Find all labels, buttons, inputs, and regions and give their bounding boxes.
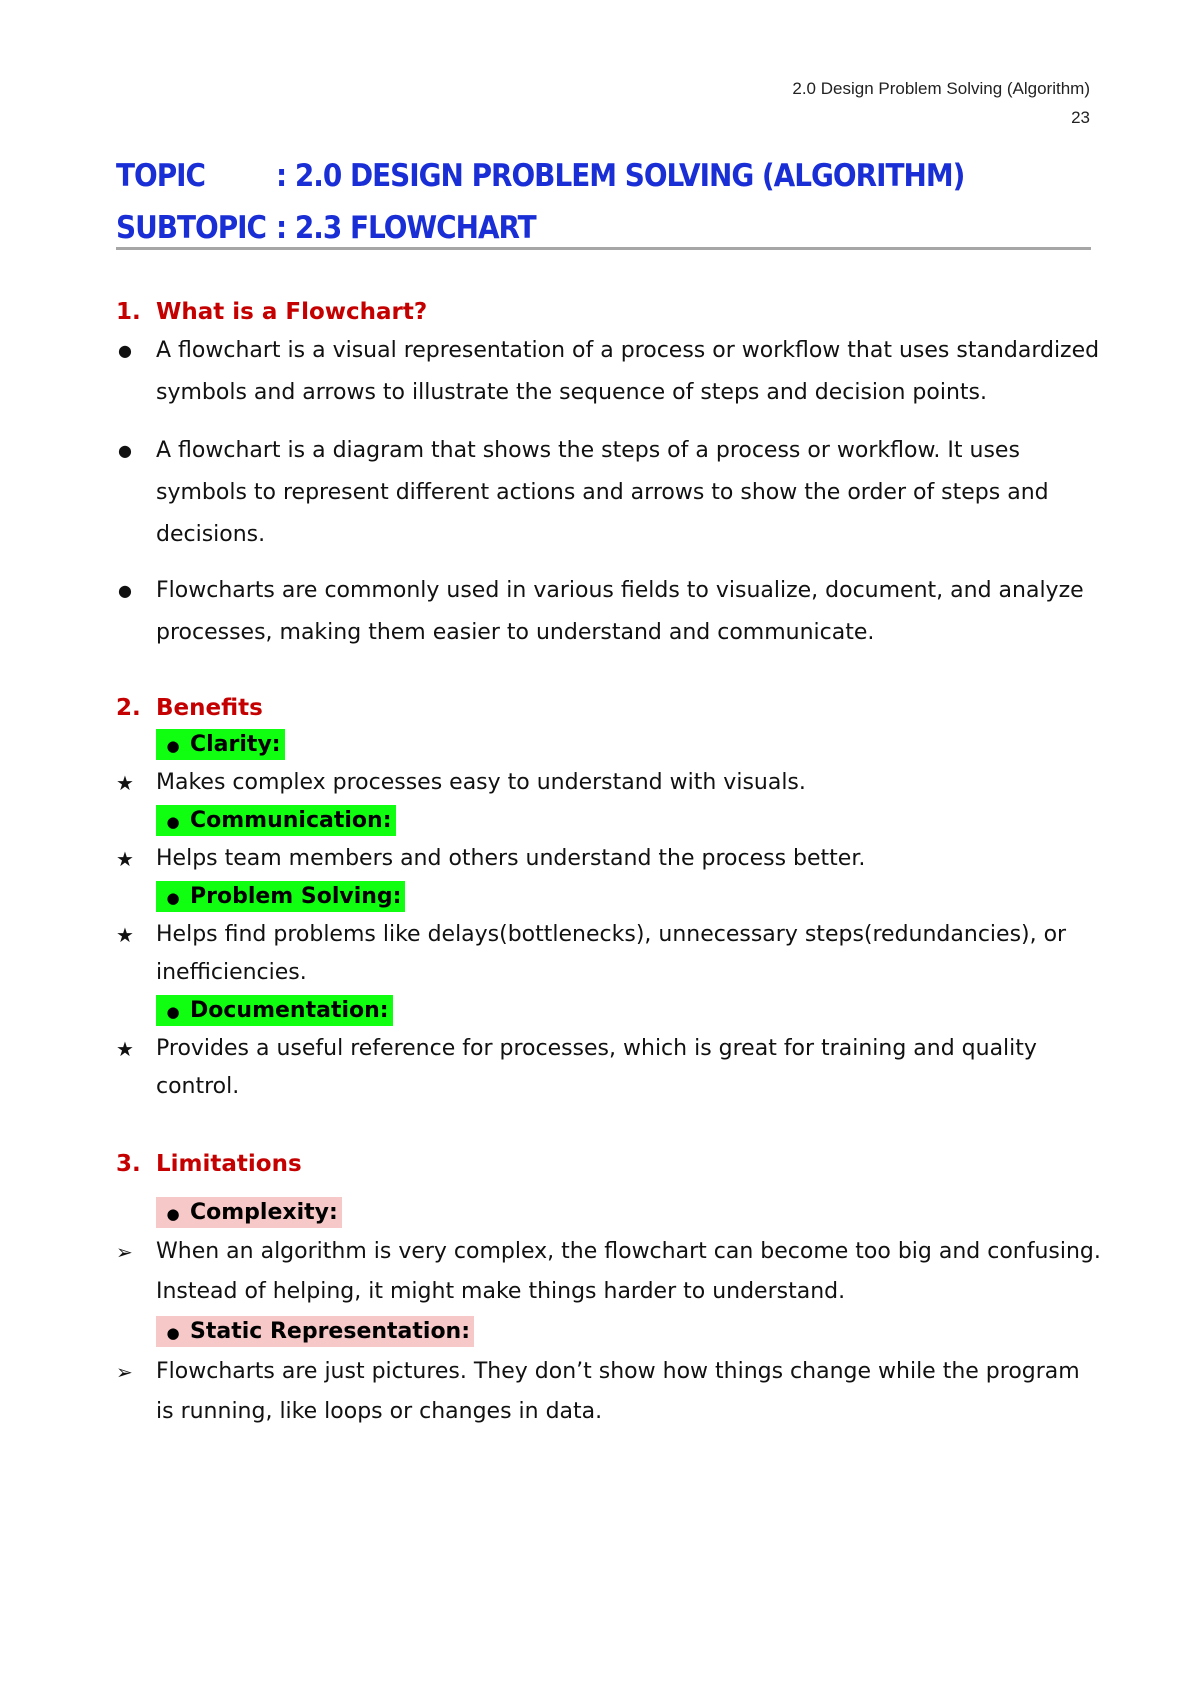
benefit-label: ● Clarity:: [156, 729, 285, 760]
section-title: Limitations: [156, 1151, 302, 1177]
bullet-icon: ●: [166, 813, 180, 831]
benefit-label-line: [116, 726, 1101, 764]
definition-bullet: [116, 570, 1101, 654]
benefit-label: ● Documentation:: [156, 995, 393, 1026]
topic-label: TOPIC: [116, 158, 205, 194]
page-number: 23: [1071, 108, 1090, 127]
title-divider: [116, 247, 1091, 250]
definition-bullet: [116, 330, 1101, 414]
title-block: [116, 150, 1096, 254]
content: [116, 294, 1101, 1432]
section-heading-limitations: [116, 1146, 1101, 1182]
bullet-icon: ●: [166, 1205, 180, 1223]
definition-bullet: [116, 430, 1101, 556]
arrow-icon: ➢: [116, 1360, 133, 1384]
limitation-label-line: [116, 1312, 1101, 1352]
section-title: Benefits: [156, 695, 263, 721]
limitation-description: ➢ Flowcharts are just pictures. They don’t show how things change while the program is running, like loops or changes in data.: [116, 1352, 1101, 1432]
section-number: 3.: [116, 1151, 141, 1177]
topic-value: : 2.0 DESIGN PROBLEM SOLVING (ALGORITHM): [276, 158, 965, 194]
section-heading-benefits: [116, 690, 1101, 726]
bullet-icon: ●: [118, 441, 132, 460]
benefit-label-line: [116, 802, 1101, 840]
bullet-text: Flowcharts are commonly used in various fields to visualize, document, and analyze processes, making them easier to understand and communicate.: [156, 578, 1084, 645]
benefit-description: ★ Makes complex processes easy to understand with visuals.: [116, 764, 1101, 802]
bullet-icon: ●: [118, 581, 132, 600]
topic-row: [116, 150, 1096, 202]
bullet-icon: ●: [166, 1003, 180, 1021]
benefit-label: ● Communication:: [156, 805, 396, 836]
running-title: 2.0 Design Problem Solving (Algorithm): [792, 79, 1090, 98]
star-icon: ★: [116, 771, 134, 795]
star-icon: ★: [116, 923, 134, 947]
limitation-description: ➢ When an algorithm is very complex, the flowchart can become too big and confusing. Instead of helping, it might make things harder to understand.: [116, 1232, 1101, 1312]
benefit-label: ● Problem Solving:: [156, 881, 405, 912]
benefit-label-line: [116, 878, 1101, 916]
benefit-description: ★ Helps team members and others understand the process better.: [116, 840, 1101, 878]
section-number: 1.: [116, 299, 141, 325]
section-number: 2.: [116, 695, 141, 721]
star-icon: ★: [116, 847, 134, 871]
section-heading-what: [116, 294, 1101, 330]
bullet-icon: ●: [166, 1324, 180, 1342]
benefit-description: ★ Provides a useful reference for processes, which is great for training and quality control.: [116, 1030, 1101, 1106]
subtopic-value: : 2.3 FLOWCHART: [276, 210, 536, 246]
bullet-icon: ●: [166, 889, 180, 907]
bullet-text: A flowchart is a diagram that shows the steps of a process or workflow. It uses symbols to represent different actions and arrows to show the order of steps and decisions.: [156, 438, 1049, 547]
section-title: What is a Flowchart?: [156, 299, 428, 325]
subtopic-label: SUBTOPIC: [116, 210, 266, 246]
limitation-label: ● Complexity:: [156, 1197, 342, 1228]
limitation-label-line: [116, 1194, 1101, 1232]
bullet-icon: ●: [118, 341, 132, 360]
running-header: [792, 74, 1090, 132]
limitation-label: ● Static Representation:: [156, 1316, 474, 1347]
benefit-label-line: [116, 992, 1101, 1030]
bullet-text: A flowchart is a visual representation of a process or workflow that uses standardized symbols and arrows to illustrate the sequence of steps and decision points.: [156, 338, 1100, 405]
star-icon: ★: [116, 1037, 134, 1061]
arrow-icon: ➢: [116, 1240, 133, 1264]
benefit-description: ★ Helps find problems like delays(bottlenecks), unnecessary steps(redundancies), or inefficiencies.: [116, 916, 1101, 992]
bullet-icon: ●: [166, 737, 180, 755]
